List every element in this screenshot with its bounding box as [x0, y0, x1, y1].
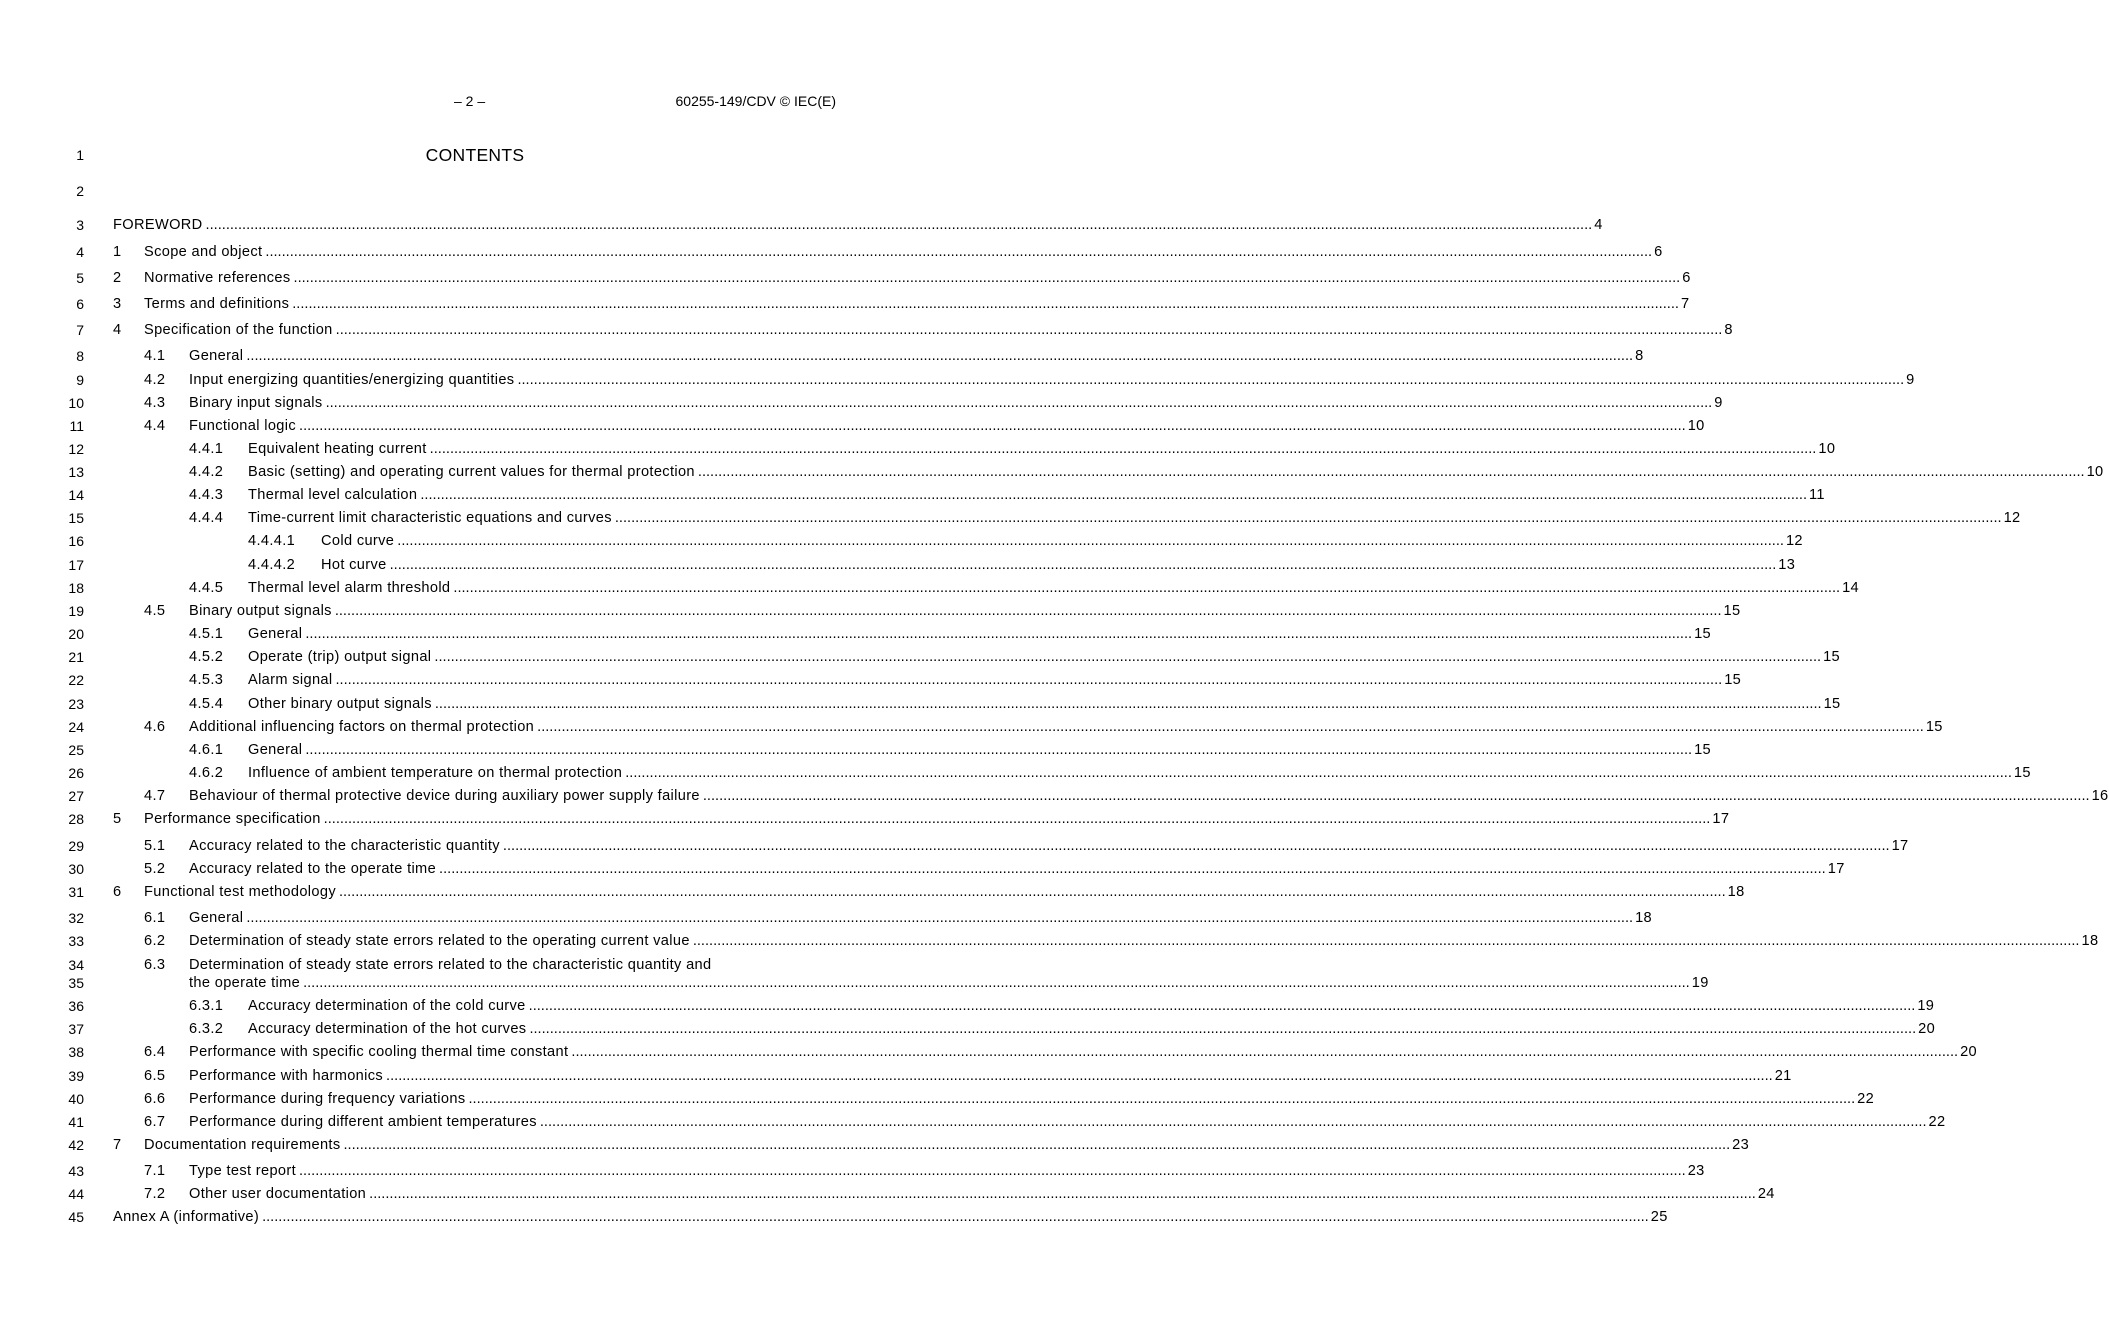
dot-leader	[434, 648, 1821, 666]
line-number: 37	[68, 1021, 84, 1037]
dot-leader	[369, 1185, 1756, 1203]
toc-page-number: 15	[1694, 742, 1711, 758]
dot-leader	[390, 556, 1777, 574]
line-number: 29	[68, 838, 84, 854]
toc-entry[interactable]	[189, 1090, 1875, 1108]
dot-leader	[468, 1090, 1855, 1108]
toc-entry-title: Behaviour of thermal protective device during auxiliary power supply failure	[189, 788, 700, 804]
dot-leader	[335, 602, 1722, 620]
toc-entry-title: Basic (setting) and operating current values for thermal protection	[248, 464, 695, 480]
toc-entry-title: Time-current limit characteristic equations and curves	[248, 510, 612, 526]
line-number: 8	[76, 348, 84, 364]
dot-leader	[299, 417, 1686, 435]
toc-entry-number: 4.7	[144, 788, 166, 804]
toc-entry-title: Other binary output signals	[248, 696, 432, 712]
toc-entry-title: Binary input signals	[189, 395, 323, 411]
toc-page-number: 8	[1724, 322, 1733, 338]
line-number: 34	[68, 957, 84, 973]
toc-entry-title: Functional test methodology	[144, 884, 336, 900]
toc-entry[interactable]	[189, 1162, 1705, 1180]
toc-page-number: 22	[1928, 1114, 1946, 1130]
toc-entry[interactable]	[189, 787, 2109, 805]
toc-entry-title: Input energizing quantities/energizing quantities	[189, 372, 515, 388]
toc-entry-number: 4.2	[144, 372, 166, 388]
line-number: 24	[68, 719, 84, 735]
toc-page-number: 18	[2081, 933, 2099, 949]
toc-entry[interactable]	[248, 741, 1711, 759]
line-number: 35	[68, 975, 84, 991]
toc-entry-number: 6.7	[144, 1114, 166, 1130]
toc-entry-number: 4.5.4	[189, 696, 224, 712]
dot-leader	[439, 860, 1826, 878]
dot-leader	[339, 883, 1726, 901]
line-number: 40	[68, 1091, 84, 1107]
toc-entry-title: Annex A (informative)	[113, 1209, 260, 1225]
toc-entry-number: 5.1	[144, 838, 166, 854]
toc-entry[interactable]	[144, 243, 1663, 261]
toc-entry-title: Determination of steady state errors related to the characteristic quantity and	[189, 957, 712, 973]
dot-leader	[336, 321, 1723, 339]
toc-entry-title: Terms and definitions	[144, 296, 290, 312]
toc-page-number: 18	[1635, 910, 1652, 926]
toc-entry-number: 6.1	[144, 910, 166, 926]
toc-entry-title: Influence of ambient temperature on thermal protection	[248, 765, 623, 781]
line-number: 45	[68, 1209, 84, 1225]
toc-entry-number: 6.3.1	[189, 998, 224, 1014]
toc-entry-title: Equivalent heating current	[248, 441, 427, 457]
toc-entry-number: 1	[113, 244, 122, 260]
toc-entry-number: 6.6	[144, 1091, 166, 1107]
toc-entry-title: Binary output signals	[189, 603, 332, 619]
toc-entry[interactable]	[321, 532, 1803, 550]
toc-page-number: 20	[1918, 1021, 1936, 1037]
dot-leader	[625, 764, 2012, 782]
toc-page-number: 9	[1714, 395, 1723, 411]
dot-leader	[615, 509, 2002, 527]
toc-page-number: 17	[1827, 861, 1845, 877]
toc-entry-number: 4.4.3	[189, 487, 224, 503]
line-number: 3	[76, 217, 84, 233]
line-number: 27	[68, 788, 84, 804]
toc-entry[interactable]	[189, 956, 1709, 992]
dot-leader	[324, 810, 1711, 828]
toc-entry-number: 6.3.2	[189, 1021, 224, 1037]
line-number: 6	[76, 296, 84, 312]
toc-page-number: 9	[1906, 372, 1915, 388]
toc-entry-title: Documentation requirements	[144, 1137, 341, 1153]
dot-leader	[397, 532, 1784, 550]
toc-entry-number: 7	[113, 1137, 122, 1153]
toc-entry-title: Type test report	[189, 1163, 296, 1179]
dot-leader	[305, 741, 1692, 759]
line-number: 41	[68, 1114, 84, 1130]
toc-entry-title: Functional logic	[189, 418, 297, 434]
dot-leader	[529, 1020, 1916, 1038]
line-number: 1	[76, 147, 84, 163]
toc-entry-number: 4.3	[144, 395, 166, 411]
toc-entry[interactable]	[189, 417, 1705, 435]
toc-entry-title: Accuracy related to the operate time	[189, 861, 437, 877]
toc-entry-title: General	[189, 910, 244, 926]
line-number: 17	[68, 557, 84, 573]
dot-leader	[517, 371, 1904, 389]
dot-leader	[262, 1208, 1649, 1226]
toc-entry[interactable]	[189, 860, 1845, 878]
toc-entry[interactable]	[189, 837, 1909, 855]
line-number: 5	[76, 270, 84, 286]
dot-leader	[435, 695, 1822, 713]
toc-page-number: 6	[1654, 244, 1663, 260]
toc-page-number: 12	[1785, 533, 1803, 549]
toc-entry[interactable]	[248, 695, 1841, 713]
toc-entry-title: Operate (trip) output signal	[248, 649, 432, 665]
line-number: 32	[68, 910, 84, 926]
line-number: 44	[68, 1186, 84, 1202]
toc-page-number: 18	[1727, 884, 1745, 900]
toc-entry-number: 4.5.2	[189, 649, 224, 665]
toc-entry-number: 2	[113, 270, 122, 286]
toc-entry-title: Accuracy related to the characteristic quantity	[189, 838, 500, 854]
toc-entry[interactable]	[189, 602, 1741, 620]
line-number: 4	[76, 244, 84, 260]
toc-entry-number: 6.4	[144, 1044, 166, 1060]
toc-entry-title: Performance with harmonics	[189, 1068, 384, 1084]
toc-entry-number: 5	[113, 811, 122, 827]
toc-entry-number: 4.4.4	[189, 510, 224, 526]
toc-entry-title: Thermal level alarm threshold	[248, 580, 451, 596]
toc-entry[interactable]	[113, 1208, 1668, 1226]
toc-entry[interactable]	[248, 997, 1935, 1015]
dot-leader	[265, 243, 1652, 261]
page-number: – 2 –	[454, 93, 486, 109]
dot-leader	[453, 579, 1840, 597]
dot-leader	[503, 837, 1890, 855]
toc-entry[interactable]	[248, 440, 1836, 458]
toc-page-number: 7	[1680, 296, 1690, 312]
dot-leader	[246, 909, 1633, 927]
line-number: 21	[68, 649, 84, 665]
toc-entry-number: 4.6	[144, 719, 166, 735]
dot-leader	[299, 1162, 1686, 1180]
toc-entry-number: 3	[113, 296, 122, 312]
toc-entry[interactable]	[189, 347, 1644, 365]
toc-page-number: 13	[1778, 557, 1796, 573]
toc-page-number: 20	[1960, 1044, 1978, 1060]
toc-page-number: 14	[1842, 580, 1860, 596]
toc-entry[interactable]	[189, 718, 1943, 736]
line-number: 23	[68, 696, 84, 712]
dot-leader	[386, 1067, 1773, 1085]
toc-entry-number: 7.1	[144, 1163, 166, 1179]
line-number: 11	[69, 418, 84, 434]
toc-page-number: 12	[2003, 510, 2021, 526]
dot-leader	[540, 1113, 1927, 1131]
toc-entry-number: 6.5	[144, 1068, 166, 1084]
line-number: 16	[68, 533, 84, 549]
toc-page-number: 16	[2091, 788, 2109, 804]
line-number: 13	[68, 464, 84, 480]
toc-entry-title: Scope and object	[144, 244, 263, 260]
toc-page-number: 19	[1917, 998, 1935, 1014]
line-number: 26	[68, 765, 84, 781]
toc-entry[interactable]	[321, 556, 1796, 574]
toc-entry-title: General	[248, 742, 303, 758]
dot-leader	[294, 269, 1681, 287]
toc-page-number: 19	[1691, 975, 1709, 991]
toc-entry-title: FOREWORD	[113, 217, 203, 233]
toc-entry-title: Hot curve	[321, 557, 387, 573]
line-number: 36	[68, 998, 84, 1014]
toc-page-number: 8	[1635, 348, 1644, 364]
toc-entry[interactable]	[189, 1185, 1775, 1203]
line-number: 30	[68, 861, 84, 877]
toc-page-number: 4	[1594, 217, 1603, 233]
toc-page-number: 15	[1925, 719, 1943, 735]
line-number: 28	[68, 811, 84, 827]
dot-leader	[246, 347, 1633, 365]
toc-entry[interactable]	[248, 764, 2031, 782]
dot-leader	[305, 625, 1692, 643]
toc-entry-number: 4.6.2	[189, 765, 224, 781]
line-number: 38	[68, 1044, 84, 1060]
dot-leader	[698, 463, 2085, 481]
dot-leader	[206, 216, 1593, 234]
toc-entry-number: 4.6.1	[189, 742, 224, 758]
line-number: 19	[68, 603, 84, 619]
toc-page-number: 10	[2086, 464, 2104, 480]
dot-leader	[430, 440, 1817, 458]
line-number: 20	[68, 626, 84, 642]
line-number: 31	[68, 884, 84, 900]
toc-entry-title: Cold curve	[321, 533, 395, 549]
dot-leader	[693, 932, 2080, 950]
dot-leader	[529, 997, 1916, 1015]
toc-entry-title: Accuracy determination of the cold curve	[248, 998, 526, 1014]
toc-entry[interactable]	[189, 1043, 1978, 1061]
dot-leader	[326, 394, 1713, 412]
toc-entry[interactable]	[248, 625, 1711, 643]
toc-entry[interactable]	[248, 486, 1825, 504]
toc-page-number: 22	[1857, 1091, 1875, 1107]
toc-entry-title: Performance specification	[144, 811, 321, 827]
line-number: 42	[68, 1137, 84, 1153]
dot-leader	[537, 718, 1924, 736]
toc-entry-title: Specification of the function	[144, 322, 333, 338]
toc-entry-title: Alarm signal	[248, 672, 333, 688]
toc-page-number: 15	[1694, 626, 1711, 642]
toc-entry-title: Additional influencing factors on thermal protection	[189, 719, 535, 735]
toc-entry[interactable]	[248, 579, 1860, 597]
toc-page-number: 17	[1891, 838, 1909, 854]
line-number: 15	[68, 510, 84, 526]
toc-entry-number: 4	[113, 322, 122, 338]
toc-entry[interactable]	[144, 321, 1733, 339]
toc-entry[interactable]	[144, 1136, 1750, 1154]
toc-entry-title-continued: the operate time	[189, 975, 301, 991]
toc-entry-number: 4.4	[144, 418, 166, 434]
toc-entry[interactable]	[144, 810, 1730, 828]
toc-page-number: 15	[1823, 696, 1841, 712]
toc-entry-title: Performance during frequency variations	[189, 1091, 466, 1107]
toc-entry-title: Thermal level calculation	[248, 487, 418, 503]
line-number: 22	[68, 672, 84, 688]
toc-entry-number: 6	[113, 884, 122, 900]
toc-page-number: 24	[1757, 1186, 1775, 1202]
line-number: 9	[76, 372, 84, 388]
toc-entry[interactable]	[189, 932, 2099, 950]
toc-entry-number: 5.2	[144, 861, 166, 877]
toc-entry-number: 4.5	[144, 603, 166, 619]
toc-entry-number: 4.4.2	[189, 464, 224, 480]
toc-entry-title: Accuracy determination of the hot curves	[248, 1021, 527, 1037]
line-number: 18	[68, 580, 84, 596]
dot-leader	[336, 671, 1723, 689]
toc-entry[interactable]	[189, 1067, 1792, 1085]
line-number: 7	[76, 322, 84, 338]
line-number: 14	[68, 487, 84, 503]
toc-entry-title: Normative references	[144, 270, 291, 286]
toc-page-number: 10	[1687, 418, 1705, 434]
toc-entry-number: 4.4.5	[189, 580, 224, 596]
toc-entry-title: Performance with specific cooling thermal time constant	[189, 1044, 569, 1060]
toc-page-number: 17	[1712, 811, 1730, 827]
line-number: 39	[68, 1068, 84, 1084]
toc-page-number: 23	[1732, 1137, 1750, 1153]
toc-entry-title: Performance during different ambient temperatures	[189, 1114, 537, 1130]
dot-leader	[571, 1043, 1958, 1061]
document-reference: 60255-149/CDV © IEC(E)	[675, 93, 836, 109]
toc-entry-title: General	[189, 348, 244, 364]
line-number: 10	[68, 395, 84, 411]
toc-entry-number: 7.2	[144, 1186, 166, 1202]
dot-leader	[292, 295, 1679, 313]
toc-page-number: 21	[1774, 1068, 1792, 1084]
line-number: 12	[68, 441, 84, 457]
toc-page-number: 15	[1724, 672, 1742, 688]
dot-leader	[703, 787, 2090, 805]
toc-entry-number: 6.3	[144, 957, 166, 973]
dot-leader	[420, 486, 1807, 504]
toc-page-number: 23	[1687, 1163, 1705, 1179]
line-number: 33	[68, 933, 84, 949]
line-number: 43	[68, 1163, 84, 1179]
toc-entry[interactable]	[144, 295, 1690, 313]
toc-page-number: 10	[1818, 441, 1836, 457]
toc-entry[interactable]	[248, 1020, 1936, 1038]
toc-page-number: 15	[1823, 649, 1841, 665]
toc-entry-title: Other user documentation	[189, 1186, 367, 1202]
toc-entry[interactable]	[189, 394, 1723, 412]
toc-entry-number: 4.4.4.2	[248, 557, 296, 573]
dot-leader	[343, 1136, 1730, 1154]
dot-leader	[303, 974, 1690, 992]
toc-entry-number: 6.2	[144, 933, 166, 949]
toc-page-number: 15	[2013, 765, 2031, 781]
toc-entry[interactable]	[189, 371, 1915, 389]
toc-page-number: 11	[1809, 487, 1825, 503]
toc-entry[interactable]	[248, 463, 2104, 481]
toc-entry-title: General	[248, 626, 303, 642]
toc-entry-number: 4.4.4.1	[248, 533, 296, 549]
toc-entry-number: 4.1	[144, 348, 166, 364]
toc-entry[interactable]	[248, 509, 2021, 527]
toc-entry[interactable]	[144, 883, 1745, 901]
toc-entry[interactable]	[189, 1113, 1946, 1131]
line-number: 25	[68, 742, 84, 758]
page-title: CONTENTS	[425, 145, 525, 165]
toc-entry-number: 4.5.1	[189, 626, 224, 642]
toc-page-number: 6	[1682, 270, 1691, 286]
toc-entry[interactable]	[189, 909, 1652, 927]
toc-entry-number: 4.4.1	[189, 441, 224, 457]
toc-page-number: 25	[1650, 1209, 1668, 1225]
toc-entry[interactable]	[248, 648, 1841, 666]
toc-page-number: 15	[1723, 603, 1741, 619]
line-number: 2	[76, 183, 84, 199]
toc-entry[interactable]	[248, 671, 1742, 689]
toc-entry[interactable]	[144, 269, 1691, 287]
toc-entry[interactable]	[113, 216, 1603, 234]
toc-entry-title: Determination of steady state errors related to the operating current value	[189, 933, 690, 949]
toc-entry-number: 4.5.3	[189, 672, 224, 688]
